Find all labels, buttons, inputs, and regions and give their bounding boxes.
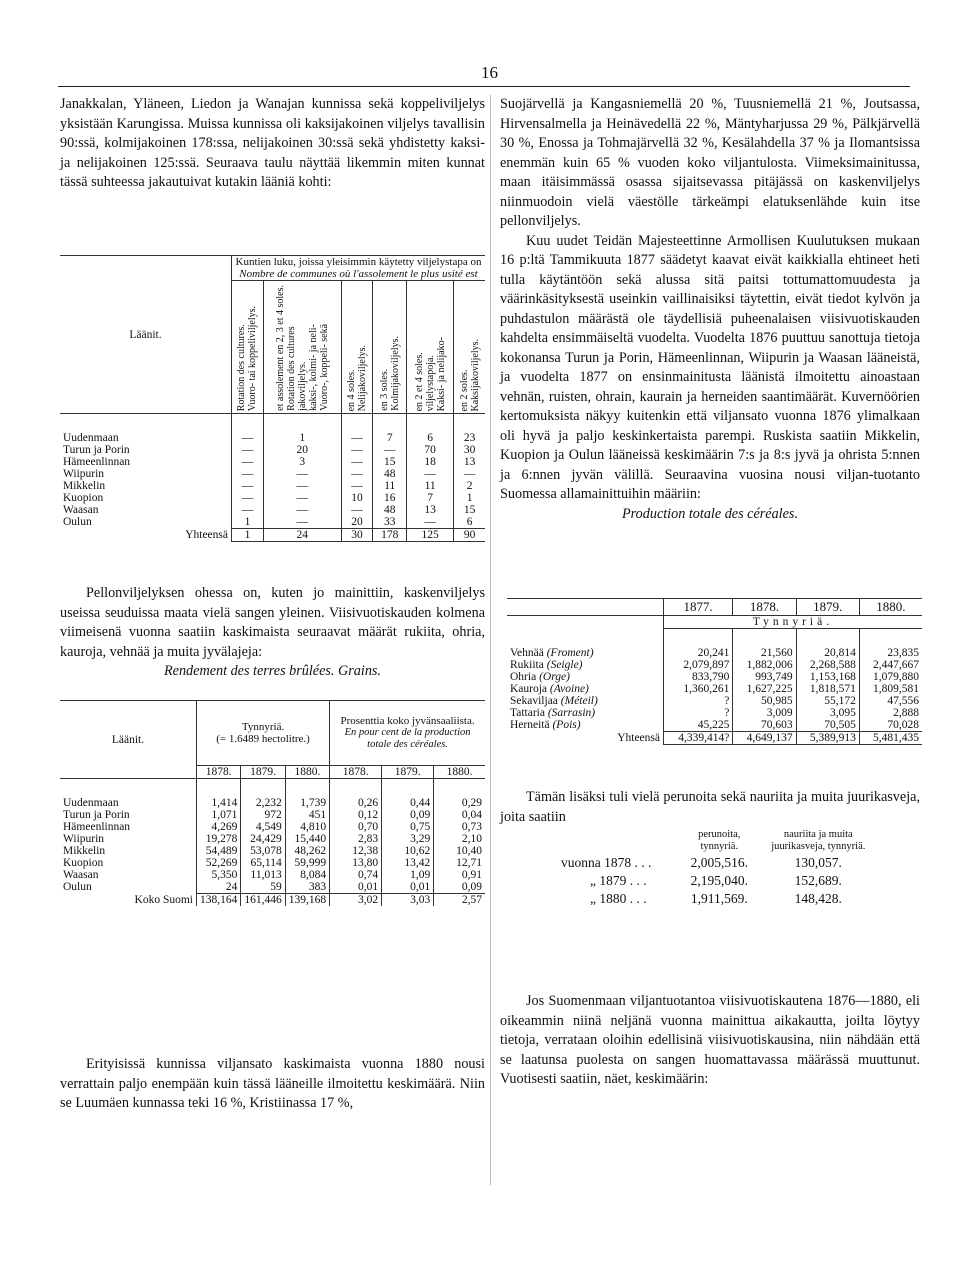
column-divider xyxy=(490,95,491,1185)
right-text-4: Jos Suomenmaan viljantuotantoa viisivuotiskautena 1876—1880, eli oikeammin niinä neljänä vuonna mainittua aikakautta, joilta löytyy tietoja, verrataan oloihin edellisinä viisivuotiskausina, niin nähdään että se laatunsa puolesta on sangen huomattavassa määrässä muuttunut. Vuotisesti saatiin, näet, keskimäärin: xyxy=(500,993,920,1087)
table-row: Oulun 24 59 383 0,01 0,01 0,09 xyxy=(60,881,485,894)
rotation-table xyxy=(60,255,485,542)
table3-year: 1880. xyxy=(859,599,922,616)
table-row: Wiipurin — — — 48 — — xyxy=(60,468,485,480)
table-row: Tattaria (Sarrasin) ? 3,009 3,095 2,888 xyxy=(507,707,922,719)
mid-text: Pellonviljelyksen ohessa on, kuten jo mainittiin, kaskenviljelys useissa seuduissa maata vielä sangen yleinen. Viisivuotiskauden kolmena viimeisenä vuonna saatiin kaskimaista seuraavat määrät rukiita, ohria, kauroja, vehnää ja muita jyvälajeja: xyxy=(60,585,485,660)
table-row: vuonna 1878 . . . 2,005,516. 130,057. xyxy=(561,855,842,870)
roots-header: nauriita ja muita juurikasveja, tynnyriä. xyxy=(771,829,866,852)
table1-col-header-4: en 3 soles. Kolmijakoviljelys. xyxy=(373,281,407,414)
table-row: Hämeenlinnan 4,269 4,549 4,810 0,70 0,75 0,73 xyxy=(60,821,485,833)
grain-caption: Rendement des terres brûlées. Grains. xyxy=(164,663,381,679)
table-row: Ohria (Orge) 833,790 993,749 1,153,168 1,079,880 xyxy=(507,671,922,683)
right-end-paragraph xyxy=(500,992,920,1090)
table2-year: 1879. xyxy=(382,766,434,779)
table3-year: 1879. xyxy=(796,599,859,616)
table-row: Uudenmaan — 1 — 7 6 23 xyxy=(60,432,485,444)
root-crops-table xyxy=(560,828,880,908)
table2-lanit-header: Läänit. xyxy=(60,701,197,779)
table-row: „ 1880 . . . 1,911,569. 148,428. xyxy=(590,891,842,906)
right-root-crops-paragraph xyxy=(500,788,920,827)
table2-year: 1879. xyxy=(241,766,285,779)
table-total-row: Koko Suomi 138,164 161,446 139,168 3,02 3,03 2,57 xyxy=(60,894,485,907)
table-row: Vehnää (Froment) 20,241 21,560 20,814 23,835 xyxy=(507,647,922,659)
table-row: Waasan 5,350 11,013 8,084 0,74 1,09 0,91 xyxy=(60,869,485,881)
left-end-paragraph xyxy=(60,1055,485,1114)
table-row: Kuopion 52,269 65,114 59,999 13,80 13,42 12,71 xyxy=(60,857,485,869)
table-row: Herneitä (Pois) 45,225 70,603 70,505 70,028 xyxy=(507,719,922,732)
table-row: Mikkelin 54,489 53,078 48,262 12,38 10,62 10,40 xyxy=(60,845,485,857)
table-row: Sekaviljaa (Méteil) ? 50,985 55,172 47,556 xyxy=(507,695,922,707)
table-row: Kauroja (Avoine) 1,360,261 1,627,225 1,818,571 1,809,581 xyxy=(507,683,922,695)
table-row: Waasan — — — 48 13 15 xyxy=(60,504,485,516)
table2-year: 1878. xyxy=(197,766,241,779)
right-text-1: Suojärvellä ja Kangasniemellä 20 %, Tuusniemellä 21 %, Joutsassa, Hirvensalmella ja Heinävedellä 22 %, Mäntyharjussa 29 %, Pälkjärvellä 30 %, Enossa ja Tohmajärvellä 32 %, Kesälahdella 37 % ja Ilomantsissa enemmän kuin 65 % vuoden koko viljantulosta. Viimeksimainitussa, maan itäisimmässä osassa sijaitsevassa pitäjässä on kaskenviljelys niinmuodoin vielä väestölle tärkeämpi elatuksenlähde kuin itse pellonviljelys. xyxy=(500,96,920,229)
table1-col-header-1: Rotation des cultures. Vuoro- tai koppeliviljelys. xyxy=(232,281,264,414)
end-text: Erityisissä kunnissa viljansato kaskimaista vuonna 1880 nousi verrattain paljo enempään kuin tässä lääneille ilmoitettu keskimäärä. Niin se Luumäen kunnassa teki 16 %, Kristiinassa 17 %, xyxy=(60,1056,485,1111)
table1-col-header-2: et assolement en 2, 3 et 4 soles. Rotation des cultures jakoviljelys. kaksi-, kolmi- ja neli- Vuoro-, koppeli- sekä xyxy=(263,281,341,414)
table3-year: 1878. xyxy=(733,599,796,616)
table-total-row: Yhteensä 1 24 30 178 125 90 xyxy=(60,529,485,542)
table1-col-header-3: en 4 soles. Nelijakoviljelys. xyxy=(341,281,373,414)
right-top-paragraphs xyxy=(500,95,920,524)
table-row: Oulun 1 — 20 33 — 6 xyxy=(60,516,485,529)
table2-percent-header: Prosenttia koko jyvänsaaliista. En pour cent de la production totale des céréales. xyxy=(330,701,485,766)
table1-col-header-6: en 2 soles. Kaksijakoviljelys. xyxy=(454,281,485,414)
header-rule xyxy=(58,86,910,87)
right-text-2: Kuu uudet Teidän Majesteettinne Armollisen Kuulutuksen mukaan 16 p:ltä Tammikuuta 1877 säädetyt kaavat eivät kaikkialla ehtineet heti tulla käytäntöön sekä alussa sitä paitsi tottumattomuudesta ja väärinkäsityksestä useinkin vaillinaisiksi täytettin, eivät tiedot kylvön ja puhdastulon määrästä ole täydellisiä puheenalaisen viisivuotiskauden kahdelta ensimmäiseltä vuodelta. Vuodelta 1876 puuttuu sanottuja tietoja kokonansa Turun ja Porin, Hämeenlinnan, Wiipurin ja Waasan lääneistä, ja vuodelta 1877 on ensinmainitusta läänistä ilmoitettu ainoastaan vehnän, ruisten, ohrain, kaurain ja herneiden saantimäärät. Kuvernöörien kertomuksista näkyy kuitenkin että viljansato vuonna 1876 ylimalkaan oli hyvä ja paljo keskinkertaista parempi. Ruskista saatiin Mikkelin, Kuopion ja Oulun lääneissä keskimäärin 7:s ja 8:s jyvä ja ohrista 5:nnen ja 6:nnen jyvän välillä. Seuraavina vuosina nousi viljan-tuotanto Suomessa allamainittuihin määriin: xyxy=(500,232,920,502)
table2-year: 1880. xyxy=(434,766,485,779)
table-row: Turun ja Porin — 20 — — 70 30 xyxy=(60,444,485,456)
table2-year: 1880. xyxy=(285,766,329,779)
table-row: Mikkelin — — — 11 11 2 xyxy=(60,480,485,492)
left-mid-paragraph xyxy=(60,584,485,682)
table-row: Wiipurin 19,278 24,429 15,440 2,83 3,29 2,10 xyxy=(60,833,485,845)
table-total-row: Yhteensä 4,339,414? 4,649,137 5,389,913 5,481,435 xyxy=(507,732,922,745)
table1-col-header-5: en 2 et 4 soles. viljelystapoja. Kaksi- ja nelijako- xyxy=(407,281,454,414)
table2-year: 1878. xyxy=(330,766,382,779)
intro-text: Janakkalan, Yläneen, Liedon ja Wanajan kunnissa sekä koppeliviljelys yksistään Karungissa. Muissa kunnissa oli kaksijakoinen viljelys tavallisin 90:ssä, kolmijakoinen 178:ssa, nelijakoinen 30:ssä sekä yhdistetty kaksi- ja nelijakoinen 125:ssä. Seuraava taulu näyttää likemmin miten kunnat tässä suhteessa jakautuivat kutakin lääniä kohti: xyxy=(60,96,485,190)
page-number: 16 xyxy=(481,63,498,82)
table-row: „ 1879 . . . 2,195,040. 152,689. xyxy=(590,873,842,888)
table1-lanit-header: Läänit. xyxy=(60,256,232,414)
table-row: Hämeenlinnan — 3 — 15 18 13 xyxy=(60,456,485,468)
table-row: Rukiita (Seigle) 2,079,897 1,882,006 2,268,588 2,447,667 xyxy=(507,659,922,671)
table-row: Uudenmaan 1,414 2,232 1,739 0,26 0,44 0,29 xyxy=(60,797,485,809)
table3-year: 1877. xyxy=(664,599,733,616)
right-text-3: Tämän lisäksi tuli vielä perunoita sekä nauriita ja muita juurikasveja, joita saatiin xyxy=(500,789,920,825)
left-intro-paragraph xyxy=(60,95,485,193)
table-row: Kuopion — — 10 16 7 1 xyxy=(60,492,485,504)
table1-section-header xyxy=(232,256,486,281)
potato-header: perunoita, tynnyriä. xyxy=(698,829,741,852)
table1-section-fi: Kuntien luku, joissa yleisimmin käytetty viljelystapa on xyxy=(235,256,482,268)
burnt-land-table xyxy=(60,700,485,906)
table1-section-fr: Nombre de communes où l'assolement le plus usité est xyxy=(239,268,478,280)
table3-unit: Tynnyriä. xyxy=(664,616,923,629)
production-caption: Production totale des céréales. xyxy=(622,505,798,522)
table-row: Turun ja Porin 1,071 972 451 0,12 0,09 0,04 xyxy=(60,809,485,821)
table2-tynnyria-header: Tynnyriä. (= 1.6489 hectolitre.) xyxy=(197,701,330,766)
production-table xyxy=(507,598,922,745)
